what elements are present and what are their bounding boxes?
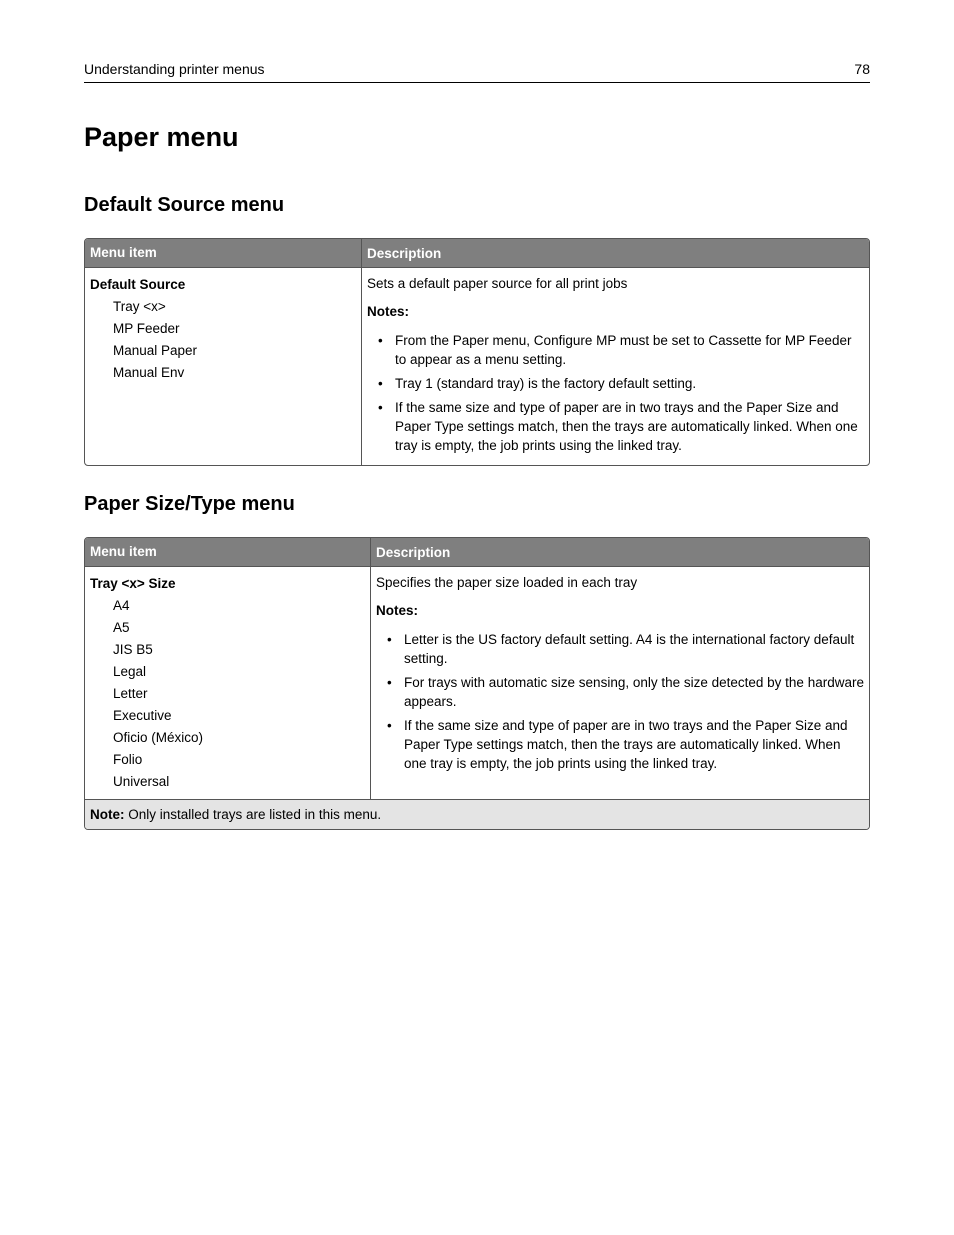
column-header-menu-item: Menu item [85,239,362,267]
bullet-icon: • [387,718,392,733]
table-row [85,268,869,465]
menu-sub-item: Folio [113,752,143,767]
table-footnote [85,799,869,829]
menu-sub-item: Tray <x> [113,299,166,314]
notes-label: Notes: [367,304,410,319]
description-text: Sets a default paper source for all print jobs [367,276,628,291]
menu-sub-item: Manual Paper [113,343,198,358]
bullet-icon: • [387,675,392,690]
table-header [85,239,869,268]
note-text: If the same size and type of paper are in two trays and the Paper Size and Paper Type settings match, then the trays are automatically linked. When one tray is empty, the job prints using the linked tray. [404,718,848,771]
table-header [85,538,869,567]
description-text: Specifies the paper size loaded in each tray [376,575,638,590]
notes-list [376,630,864,773]
note-text: From the Paper menu, Configure MP must be set to Cassette for MP Feeder to appear as a menu setting. [395,333,852,367]
default-source-table [84,238,870,466]
footnote-label: Note: [90,807,125,822]
paper-size-type-heading: Paper Size/Type menu [84,493,295,515]
notes-list [367,331,864,455]
bullet-icon: • [378,400,383,415]
menu-sub-item: Legal [113,664,147,679]
column-header-menu-item: Menu item [85,538,371,566]
menu-item-cell [85,268,362,465]
page-number: 78 [854,61,870,77]
table-row [85,567,869,799]
note-text: For trays with automatic size sensing, only the size detected by the hardware appears. [404,675,864,709]
menu-item-cell [85,567,371,799]
note-item [367,398,864,455]
note-item [376,716,864,773]
menu-sub-item: Manual Env [113,365,185,380]
menu-sub-item: JIS B5 [113,642,153,657]
menu-sub-item: MP Feeder [113,321,180,336]
description-cell [362,268,869,465]
note-text: If the same size and type of paper are in two trays and the Paper Size and Paper Type settings match, then the trays are automatically linked. When one tray is empty, the job prints using the linked tray. [395,400,858,453]
note-item [376,673,864,711]
note-item [367,374,864,393]
page-title: Paper menu [84,122,239,152]
running-header [84,60,870,83]
bullet-icon: • [378,333,383,348]
footnote-text: Only installed trays are listed in this menu. [124,807,382,822]
description-cell [371,567,869,799]
menu-item-title: Tray <x> Size [90,576,176,591]
section-title: Understanding printer menus [84,61,265,77]
default-source-heading: Default Source menu [84,194,285,216]
note-item [367,331,864,369]
note-text: Tray 1 (standard tray) is the factory default setting. [395,376,697,391]
bullet-icon: • [387,632,392,647]
menu-sub-item: A5 [113,620,130,635]
column-header-description: Description [367,245,442,261]
paper-size-type-table [84,537,870,830]
bullet-icon: • [378,376,383,391]
menu-item-title: Default Source [90,277,186,292]
menu-sub-item: Oficio (México) [113,730,204,745]
column-header-description: Description [376,544,451,560]
menu-sub-item: Universal [113,774,170,789]
note-text: Letter is the US factory default setting. A4 is the international factory default setting. [404,632,855,666]
menu-sub-item: Executive [113,708,172,723]
menu-sub-item: A4 [113,598,130,613]
menu-sub-item: Letter [113,686,148,701]
note-item [376,630,864,668]
notes-label: Notes: [376,603,419,618]
